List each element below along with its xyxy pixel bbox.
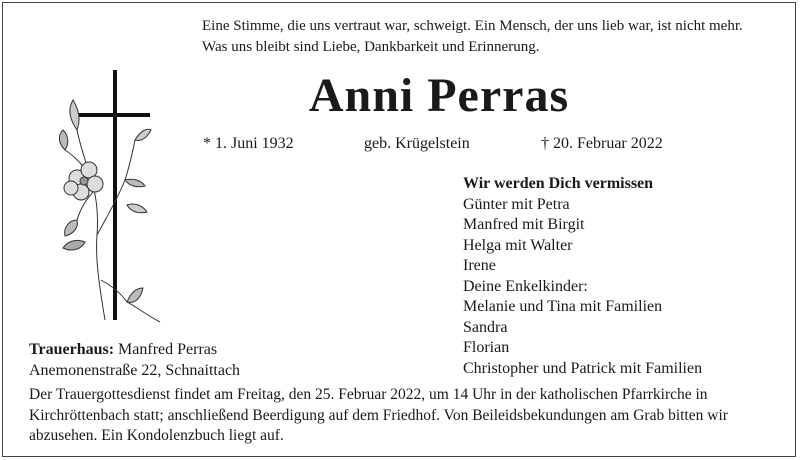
birth-date: * 1. Juni 1932 [203, 135, 294, 152]
mourner-line: Manfred mit Birgit [463, 216, 585, 233]
mourning-house-name: Manfred Perras [118, 341, 218, 358]
mourner-line: Irene [463, 257, 496, 274]
mourner-line: Deine Enkelkinder: [463, 277, 588, 295]
deceased-name: Anni Perras [308, 69, 570, 122]
maiden-name: geb. Krügelstein [364, 135, 470, 152]
mourning-house-label: Trauerhaus: [29, 341, 115, 358]
mourner-line: Christopher und Patrick mit Familien [463, 359, 703, 377]
mourner-line: Florian [463, 339, 510, 356]
mourning-house-address: Anemonenstraße 22, Schnaittach [29, 361, 241, 379]
intro-text [202, 16, 743, 58]
mourner-line: Günter mit Petra [463, 195, 570, 213]
intro-line-2: Was uns bleibt sind Liebe, Dankbarkeit und Erinnerung. [202, 39, 540, 55]
flower-branch-icon [59, 100, 160, 322]
intro-line-1: Eine Stimme, die uns vertraut war, schweigt. Ein Mensch, der uns lieb war, ist nicht mehr. [202, 18, 743, 34]
mourner-line: Sandra [463, 318, 508, 336]
mourning-house [29, 340, 240, 381]
mourners-heading: Wir werden Dich vermissen [463, 175, 654, 192]
mourners-list [463, 174, 702, 379]
service-info: Der Trauergottesdienst findet am Freitag, den 25. Februar 2022, um 14 Uhr in der katholischen Pfarrkirche in Kirchröttenbach statt; anschließend Beerdigung auf dem Friedhof. Von Beileidsbekundungen am Grab bitten wir abzusehen. Ein Kondolenzbuch liegt auf. [29, 386, 728, 444]
mourner-line: Helga mit Walter [463, 236, 573, 254]
mourner-line: Melanie und Tina mit Familien [463, 298, 663, 315]
death-date: † 20. Februar 2022 [541, 135, 663, 152]
